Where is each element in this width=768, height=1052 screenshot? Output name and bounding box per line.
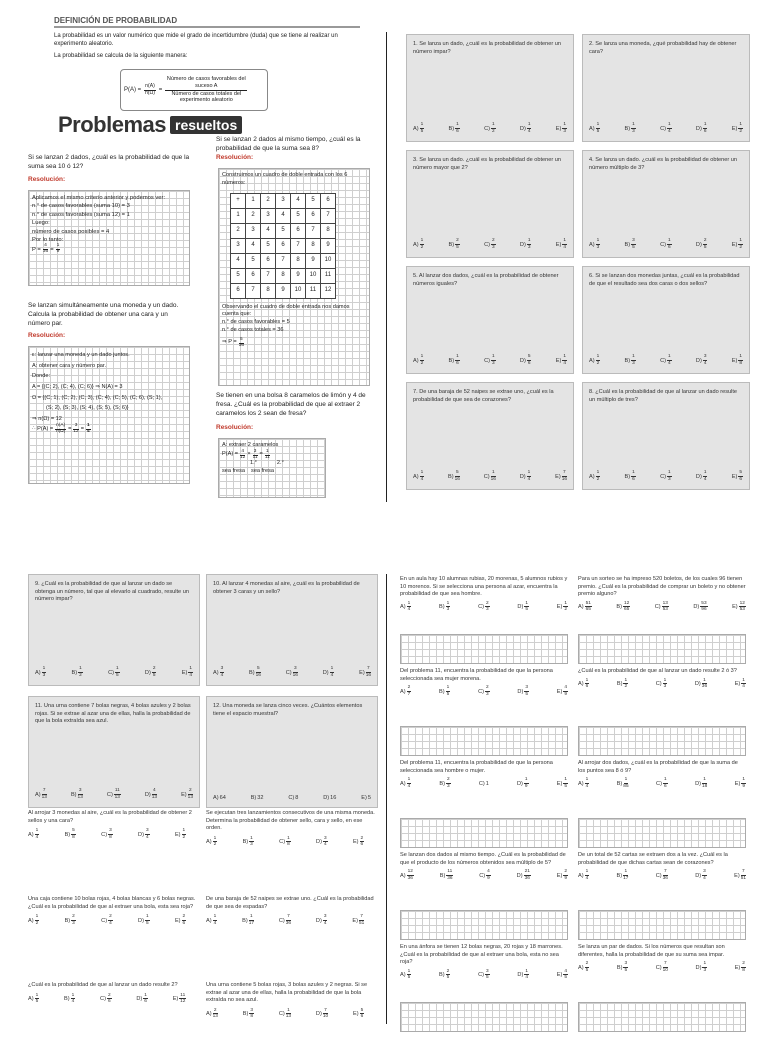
option[interactable]: B) 5 16	[448, 470, 460, 483]
option[interactable]: D) 3 4	[695, 869, 706, 881]
bottom-right-page	[400, 576, 748, 1024]
page-divider-bottom	[386, 574, 387, 1024]
exercise-box	[406, 382, 574, 490]
exercise-question: ¿Cuál es la probabilidad de que al lanzar un dado resulte 2 ó 3?	[578, 668, 737, 674]
exercise-question: 7. De una baraja de 52 naipes se extrae uno, ¿cuál es la probabilidad de que sea de corazones?	[413, 389, 554, 403]
option[interactable]: D) 1 5	[138, 914, 149, 926]
exercise-box	[582, 34, 750, 142]
option[interactable]: A) 2 13	[206, 1007, 218, 1020]
option[interactable]: D) 1 4	[695, 470, 707, 483]
exercise-question: 6. Si se lanzan dos monedas juntas, ¿cuál es la probabilidad de que el resultado sea dos caras o dos sellos?	[589, 273, 740, 287]
exercise-box	[406, 266, 574, 374]
option[interactable]: C) 7 36	[278, 914, 292, 926]
option[interactable]: E) 1 5	[556, 777, 567, 789]
work-grid[interactable]	[400, 726, 568, 756]
exercise-plain	[578, 944, 746, 1032]
option[interactable]: C) 13 53	[654, 600, 668, 613]
option[interactable]: A) 1 2	[206, 835, 217, 848]
answer-options	[578, 778, 746, 790]
option[interactable]: C) 1 4	[660, 122, 671, 135]
option[interactable]: B) 1 6	[624, 470, 635, 483]
option[interactable]: D) 3 5	[517, 685, 528, 697]
option[interactable]: D) 21 36	[516, 869, 530, 881]
option[interactable]: D) 3 4	[138, 828, 149, 840]
exercise-question: Del problema 11, encuentra la probabilidad de que la persona seleccionada sea hombre o mujer.	[400, 760, 553, 774]
banner-resueltos: resueltos	[170, 116, 242, 134]
option[interactable]: B) 1 2	[71, 666, 82, 679]
answer-options	[578, 962, 746, 974]
exercise-plain	[28, 896, 200, 966]
option[interactable]: E) 2 8	[734, 961, 745, 973]
option[interactable]: A) 2 5	[578, 961, 589, 973]
option[interactable]: D) 1 5	[517, 600, 528, 613]
exercise-question: ¿Cuál es la probabilidad de que al lanzar un dado resulte 2?	[28, 982, 178, 988]
option[interactable]: E) 1 2	[556, 600, 567, 613]
exercise-box	[406, 150, 574, 258]
exercise-question: En un aula hay 10 alumnas rubias, 20 morenas, 5 alumnos rubios y 10 morenos. Si se selecciona una persona al azar, encuentra la probabilidad de que sea hombre.	[400, 576, 568, 598]
work-grid[interactable]	[578, 1002, 746, 1032]
answer-options	[28, 915, 186, 927]
option[interactable]: C) 2 4	[101, 914, 112, 926]
option[interactable]: C) 1 5	[108, 666, 119, 679]
option[interactable]: E) 2 9	[556, 869, 567, 881]
option[interactable]: A) 1 2	[589, 470, 600, 483]
option[interactable]: A) 1 2	[413, 354, 424, 367]
option[interactable]: D) 2 5	[144, 666, 156, 679]
option[interactable]: E) 5 6	[352, 1007, 364, 1020]
option[interactable]: B) 1 3	[624, 122, 635, 135]
option[interactable]: D) 5 6	[519, 354, 531, 367]
option[interactable]: B) 1 3	[439, 600, 450, 613]
answer-options	[206, 915, 364, 927]
exercise-question: Se lanza un par de dados. Si los números que resultan son diferentes, halla la probabilidad de que su suma sea impar.	[578, 944, 725, 958]
option[interactable]: B) 3 13	[70, 788, 83, 801]
formula-words: Número de casos favorables del suceso A Número de casos totales del experimento aleatorio	[166, 76, 246, 104]
exercise-box	[582, 266, 750, 374]
option[interactable]: E) 1 3	[555, 122, 566, 135]
option[interactable]: C) 1 3	[655, 677, 667, 690]
option[interactable]: A) 64	[213, 795, 226, 801]
exercise-question: Del problema 11, encuentra la probabilidad de que la persona seleccionada sea mujer morena.	[400, 668, 553, 682]
option[interactable]: B) 3 5	[624, 238, 635, 251]
option[interactable]: D) 1 18	[695, 777, 708, 789]
answer-options	[578, 870, 746, 882]
option[interactable]: B) 1 17	[242, 914, 254, 926]
exercise-question: 2. Se lanza una moneda, ¿qué probabilidad hay de obtener cara?	[589, 41, 737, 55]
option[interactable]: E) 11 12	[172, 992, 186, 1005]
option[interactable]: E) 2 6	[352, 835, 364, 848]
option[interactable]: E) 1 2	[174, 828, 186, 840]
option[interactable]: A) 1 2	[413, 238, 424, 251]
exercise-question: De un total de 52 cartas se extraen dos a la vez. ¿Cuál es la probabilidad de que dichas cartas sean de corazones?	[578, 852, 728, 866]
problem-2-work: ε: lanzar una moneda y un dado juntos. A: obtener cara y número par. Donde: A = {(C; 2), (C; 4), (C; 6)} ⇒ N(A) = 3 Ω = {(C; 1), (C; 2), (C; 3), (C; 4), (C; 5), (C; 6), (S; 1), (S; 2), (S; 3), (S; 4), (S; 5), (S; 6)} ⇒ n(Ω) = 12 ∴ P(A) = $\frac{n(A)}{n(\Omega)}$ = 3 12 = 1 4	[28, 346, 190, 484]
option[interactable]: C) 7 10	[655, 961, 668, 973]
option[interactable]: B) 5 16	[249, 666, 261, 679]
exercise-question: Se ejecutan tres lanzamientos consecutivos de una misma moneda. Determina la probabilidad de obtener sello, cara y sello, en ese orden.	[206, 810, 375, 832]
option[interactable]: A) 1 5	[28, 992, 39, 1005]
option[interactable]: E) 2 13	[181, 788, 193, 801]
option[interactable]: E) 1 4	[734, 677, 745, 690]
option[interactable]: B) 32	[250, 795, 264, 801]
option[interactable]: A) 1 4	[400, 777, 411, 789]
exercise-question: 4. Se lanza un dado. ¿cuál es la probabilidad de obtener un número múltiplo de 3?	[589, 157, 738, 171]
option[interactable]: B) 2 3	[64, 914, 75, 926]
option[interactable]: A) 1 5	[589, 122, 600, 135]
exercise-plain	[400, 760, 568, 848]
work-grid[interactable]	[578, 726, 746, 756]
work-grid[interactable]	[578, 818, 746, 848]
option[interactable]: A) 1 5	[413, 122, 424, 135]
answer-options	[400, 778, 568, 790]
answer-options	[413, 239, 567, 251]
exercise-box	[582, 150, 750, 258]
option[interactable]: E) 7 16	[555, 470, 567, 483]
exercise-box	[206, 574, 378, 686]
answer-options	[578, 679, 746, 691]
exercise-plain	[578, 760, 746, 848]
exercise-box	[28, 696, 200, 808]
option[interactable]: C) 2 3	[478, 685, 489, 697]
option[interactable]: E) 5	[361, 795, 371, 801]
answer-options	[400, 602, 568, 614]
exercise-question: Una urna contiene 5 bolas rojas, 3 bolas azules y 2 negras. Si se extrae al azar una de ellas, halla la probabilidad de que la bola extraída no sea azul.	[206, 982, 368, 1004]
option[interactable]: D) 3 4	[315, 914, 327, 926]
answer-options	[578, 602, 746, 614]
exercise-plain	[206, 810, 378, 880]
option[interactable]: A) 2 7	[400, 685, 411, 697]
answer-options	[28, 829, 186, 841]
option[interactable]: E) 1 2	[731, 122, 742, 135]
exercise-plain	[578, 576, 746, 664]
option[interactable]: E) 12 53	[732, 600, 745, 613]
exercise-plain	[206, 896, 378, 966]
exercise-question: 12. Una moneda se lanza cinco veces. ¿Cuántos elementos tiene el espacio muestral?	[213, 703, 363, 717]
exercise-question: 11. Una urna contiene 7 bolas negras, 4 bolas azules y 2 bolas rojas. Si se extrae al azar una de ellas, halla la probabilidad de que la bola extraída sea azul.	[35, 703, 191, 725]
option[interactable]: E) 1 8	[731, 354, 742, 367]
exercise-question: 5. Al lanzar dos dados, ¿cuál es la probabilidad de obtener números iguales?	[413, 273, 559, 287]
option[interactable]: C) 1 6	[656, 777, 667, 789]
option[interactable]: A) 1 2	[589, 354, 600, 367]
answer-options	[35, 667, 193, 679]
exercise-question: Al arrojar 3 monedas al aire, ¿cuál es la probabilidad de obtener 2 sellos y una cara?	[28, 810, 192, 824]
option[interactable]: D) 16	[323, 795, 337, 801]
option[interactable]: C) 1 2	[484, 122, 495, 135]
exercise-box	[406, 34, 574, 142]
option[interactable]: E) 4 9	[556, 685, 567, 697]
option[interactable]: B) 11 36	[439, 869, 453, 881]
option[interactable]: D) 7 10	[315, 1007, 329, 1020]
work-grid[interactable]	[400, 910, 568, 940]
option[interactable]: C) 3 8	[101, 828, 112, 840]
option[interactable]: E) 1 4	[555, 354, 566, 367]
page-divider-top	[386, 32, 387, 502]
option[interactable]: D) 1 4	[322, 666, 334, 679]
option[interactable]: C) 11 13	[106, 788, 120, 801]
answer-options	[206, 837, 364, 849]
option[interactable]: D) 1 36	[694, 677, 708, 690]
option[interactable]: B) 1 6	[448, 122, 459, 135]
work-grid[interactable]	[400, 818, 568, 848]
formula-fraction: $\frac{n(A)}{n(\Omega)}$	[144, 83, 155, 96]
exercise-plain	[578, 668, 746, 756]
option[interactable]: A) 1 4	[400, 600, 411, 613]
option[interactable]: C) 8	[288, 795, 299, 801]
work-grid[interactable]	[578, 634, 746, 664]
exercise-plain	[28, 982, 200, 1052]
exercise-plain	[400, 576, 568, 664]
option[interactable]: A) 1 6	[578, 677, 589, 690]
exercise-plain	[400, 668, 568, 756]
option[interactable]: B) 1 6	[448, 354, 459, 367]
exercise-question: 10. Al lanzar 4 monedas al aire, ¿cuál es la probabilidad de obtener 3 caras y un sello?	[213, 581, 360, 595]
option[interactable]: A) 1 4	[578, 777, 589, 789]
problem-1-work: Aplicamos el mismo criterio anterior y podemos ver: n.° de casos favorables (suma 10) = 3 n.° de casos favorables (suma 12) = 1 Luego: número de casos posibles = 4 Por lo tanto: P = $\frac{4}{36}$ = 1 9	[28, 190, 190, 286]
exercise-question: 8. ¿Cuál es la probabilidad de que al lanzar un dado resulte un múltiplo de tres?	[589, 389, 738, 403]
option[interactable]: D) 1 3	[519, 238, 531, 251]
option[interactable]: A) 3 4	[213, 666, 224, 679]
option[interactable]: A) 7 13	[35, 788, 47, 801]
option[interactable]: C) 2 3	[484, 238, 495, 251]
exercise-question: 1. Se lanza un dado, ¿cuál es la probabilidad de obtener un número impar?	[413, 41, 562, 55]
answer-options	[28, 994, 186, 1006]
answer-options	[206, 1009, 364, 1021]
option[interactable]: C) 1 6	[660, 238, 671, 251]
banner-problemas: Problemas	[58, 112, 166, 137]
option[interactable]: D) 3 4	[316, 835, 327, 848]
option[interactable]: E) 1 2	[731, 238, 742, 251]
exercise-box	[206, 696, 378, 808]
problem-4-question: Se tienen en una bolsa 8 caramelos de limón y 4 de fresa. ¿Cuál es la probabilidad de que al extraer 2 caramelos los 2 sean de fresa?	[216, 392, 366, 417]
option[interactable]: D) 1 4	[519, 470, 531, 483]
problem-3-question: Si se lanzan 2 dados al mismo tiempo, ¿cuál es la probabilidad de que la suma sea 8?	[216, 136, 361, 152]
option[interactable]: B) 1 5	[439, 685, 450, 697]
option[interactable]: B) 3 8	[242, 1007, 253, 1020]
answer-options	[213, 667, 371, 679]
option[interactable]: B) 1 3	[624, 354, 635, 367]
option[interactable]: E) 1 4	[181, 666, 192, 679]
formula-eq: =	[158, 87, 163, 93]
option[interactable]: B) 12 65	[616, 600, 630, 613]
option[interactable]: B) 2 5	[439, 968, 450, 981]
option[interactable]: B) 1 85	[616, 777, 629, 789]
answer-options	[413, 123, 567, 135]
option[interactable]: B) 3 5	[616, 961, 628, 973]
option[interactable]: E) 7 16	[359, 666, 371, 679]
exercise-box	[582, 382, 750, 490]
option[interactable]: A) 1 3	[589, 238, 600, 251]
answer-options	[400, 870, 568, 882]
answer-options	[413, 471, 567, 483]
option[interactable]: C) 1	[478, 780, 489, 787]
option[interactable]: B) 5 8	[64, 828, 75, 840]
exercise-question: 3. Se lanza un dado. ¿cuál es la probabilidad de obtener un número mayor que 2?	[413, 157, 562, 171]
option[interactable]: B) 1 2	[616, 677, 628, 690]
problem-4-work: A: extraer 2 caramelos P(A) = $\frac{4}{12}$ × 3 11 = 1 11 1.° 2.° sea fresa sea fresa	[218, 438, 326, 498]
option[interactable]: C) 1 8	[279, 835, 290, 848]
formula-box	[120, 69, 268, 111]
formula-lhs: P(A) =	[124, 87, 142, 93]
answer-options	[413, 355, 567, 367]
definition-title: DEFINICIÓN DE PROBABILIDAD	[54, 16, 178, 25]
option[interactable]: E) 2 6	[174, 914, 186, 926]
option[interactable]: D) 53 96	[693, 600, 707, 613]
option[interactable]: E) 5 6	[731, 470, 742, 483]
option[interactable]: A) 1 4	[28, 828, 39, 840]
option[interactable]: A) 12 36	[400, 869, 413, 881]
option[interactable]: D) 1 6	[136, 992, 147, 1005]
option[interactable]: B) 1 3	[242, 835, 253, 848]
work-grid[interactable]	[578, 910, 746, 940]
answer-options	[589, 123, 743, 135]
exercise-question: 9. ¿Cuál es la probabilidad de que al lanzar un dado se obtenga un número, tal que al elevarlo al cuadrado, resulte un número impar?	[35, 581, 189, 603]
option[interactable]: E) 7 51	[352, 914, 365, 926]
exercise-question: Para un sorteo se ha impreso 520 boletos, de los cuales 96 tienen premio. ¿Cuál es la probabilidad de comprar un boleto y no obtener premio alguno?	[578, 576, 746, 598]
answer-options	[589, 471, 743, 483]
option[interactable]: A) 51 65	[578, 600, 591, 613]
option[interactable]: C) 3 5	[478, 968, 489, 981]
problem-2-resolution-label: Resolución:	[28, 332, 66, 339]
option[interactable]: A) 1 2	[28, 914, 39, 926]
answer-options	[400, 970, 568, 982]
exercise-question: En una ánfora se tienen 12 bolas negras, 20 rojas y 18 marrones. ¿Cuál es la probabilidad de que al extraer una bola, esta no sea roja?	[400, 944, 563, 966]
exercise-question: Una caja contiene 10 bolas rojas, 4 bolas blancas y 6 bolas negras. ¿Cuál es la probabilidad de que al extraer una bola, esta sea roja?	[28, 896, 196, 910]
option[interactable]: D) 1 4	[519, 122, 531, 135]
option[interactable]: D) 4 13	[144, 788, 158, 801]
answer-options	[213, 795, 371, 801]
option[interactable]: D) 1 3	[695, 961, 707, 973]
intro-text: La probabilidad es un valor numérico que mide el grado de incertidumbre (duda) que se tiene al realizar un experimento aleatorio.	[54, 33, 338, 48]
option[interactable]: E) 4 5	[556, 968, 567, 981]
exercise-box	[28, 574, 200, 686]
option[interactable]: D) 1 6	[695, 122, 707, 135]
option[interactable]: D) 3 4	[695, 354, 707, 367]
exercise-plain	[28, 810, 200, 880]
problem-3-work: Construimos un cuadro de doble entrada con los 6 números: + 1 2 3 4 5 6 1 2 3 4 5 6 7 2 3 4 5 6 7 8 3 4 5 6 7 8 9 4 5 6 7 8 9 10 5 6 7 8 9 10 11 6 7 8 9 10 11 12 Observando el cuadro de doble entrada nos damos cuenta que: n.° de casos favorables = 5 n.° de casos totales = 36 ⇒ P = $\frac{5}{36}$	[218, 168, 370, 386]
problem-3-resolution-label: Resolución:	[216, 154, 254, 161]
option[interactable]: A) 1 5	[400, 968, 411, 981]
banner	[58, 112, 242, 138]
option[interactable]: C) 1 13	[278, 1007, 292, 1020]
answer-options	[589, 239, 743, 251]
option[interactable]: A) 1 3	[35, 666, 46, 679]
option[interactable]: B) 2 5	[448, 238, 459, 251]
option[interactable]: A) 1 4	[578, 869, 589, 881]
exercise-question: De una baraja de 52 naipes se extrae uno. ¿Cuál es la probabilidad de que sea de espadas?	[206, 896, 374, 910]
top-right-page	[406, 34, 768, 494]
option[interactable]: D) 2 5	[695, 238, 707, 251]
top-left-page	[28, 14, 383, 504]
work-grid[interactable]	[400, 1002, 568, 1032]
option[interactable]: D) 1 4	[517, 968, 528, 981]
bottom-left-page	[28, 574, 380, 1024]
answer-options	[589, 355, 743, 367]
option[interactable]: C) 1 16	[483, 470, 496, 483]
option[interactable]: D) 1 9	[517, 777, 528, 789]
option[interactable]: C) 1 3	[660, 470, 671, 483]
answer-options	[35, 789, 193, 801]
problem-4-resolution-label: Resolución:	[216, 424, 254, 431]
option[interactable]: A) 1 4	[206, 914, 217, 926]
problem-2-question: Se lanzan simultáneamente una moneda y un dado. Calcula la probabilidad de obtener una cara y un número par.	[28, 302, 179, 327]
option[interactable]: B) 1 4	[64, 992, 75, 1005]
option[interactable]: C) 2 3	[478, 600, 489, 613]
double-entry-table: + 1 2 3 4 5 6 1 2 3 4 5 6 7 2 3 4 5 6 7 8 3 4 5 6 7 8 9 4 5 6 7 8 9 10 5 6 7 8 9 10 11 6 7 8 9 10 11 12	[230, 193, 336, 299]
option[interactable]: C) 1 4	[660, 354, 671, 367]
exercise-plain	[206, 982, 378, 1052]
exercise-plain	[400, 944, 568, 1032]
option[interactable]: C) 3 16	[285, 666, 298, 679]
option[interactable]: E) 1 9	[734, 777, 745, 789]
option[interactable]: B) 1 17	[616, 869, 629, 881]
option[interactable]: C) 7 36	[655, 869, 668, 881]
option[interactable]: C) 1 3	[484, 354, 495, 367]
answer-options	[400, 686, 568, 698]
option[interactable]: E) 7 51	[734, 869, 746, 881]
title-underline	[54, 26, 360, 28]
option[interactable]: C) 2 6	[100, 992, 111, 1005]
exercise-question: Se lanzan dos dados al mismo tiempo. ¿Cuál es la probabilidad de que el producto de los números obtenidos sea múltiplo de 5?	[400, 852, 566, 866]
option[interactable]: C) 4 9	[479, 869, 490, 881]
problem-1-question: Si se lanzan 2 dados, ¿cuál es la probabilidad de que la suma sea 10 ó 12?	[28, 154, 190, 170]
problem-1-resolution-label: Resolución:	[28, 176, 66, 183]
option[interactable]: B) 2 3	[439, 777, 450, 789]
work-grid[interactable]	[400, 634, 568, 664]
intro-text-2: La probabilidad se calcula de la siguiente manera:	[54, 53, 188, 59]
option[interactable]: E) 1 4	[555, 238, 566, 251]
exercise-plain	[578, 852, 746, 940]
exercise-question: Al arrojar dos dados, ¿cuál es la probabilidad de que la suma de los puntos sea 8 ó 9?	[578, 760, 738, 774]
exercise-plain	[400, 852, 568, 940]
option[interactable]: A) 1 4	[413, 470, 424, 483]
